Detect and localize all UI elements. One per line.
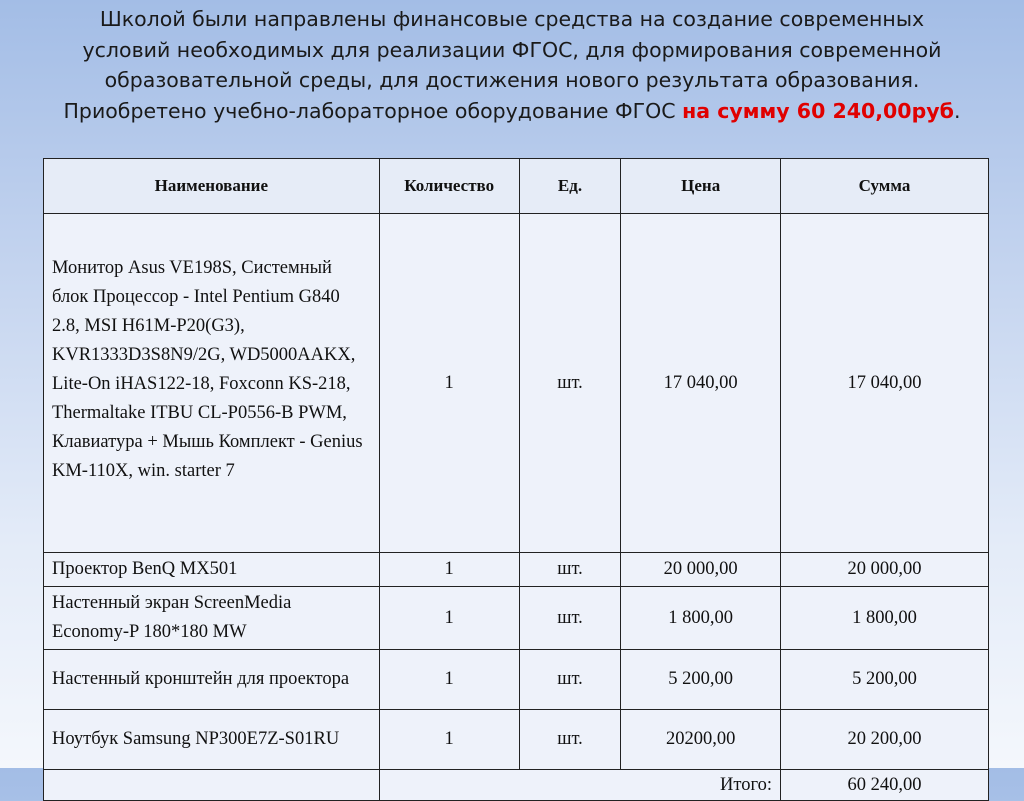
cell-unit: шт.	[519, 553, 621, 587]
intro-line-4	[40, 96, 984, 127]
cell-price: 17 040,00	[621, 214, 781, 553]
cell-quantity: 1	[379, 650, 519, 710]
cell-price: 5 200,00	[621, 650, 781, 710]
cell-sum: 5 200,00	[781, 650, 989, 710]
equipment-table	[43, 158, 989, 801]
cell-unit: шт.	[519, 710, 621, 770]
intro-line-4-lead: Приобретено учебно-лабораторное оборудование ФГОС	[63, 98, 683, 123]
table-body	[44, 214, 989, 801]
table-row	[44, 214, 989, 553]
intro-line-1: Школой были направлены финансовые средства на создание современных	[99, 7, 925, 31]
cell-quantity: 1	[379, 553, 519, 587]
header-row	[44, 159, 989, 214]
cell-name: Настенный экран ScreenMedia Economy-P 180*180 MW	[44, 587, 380, 650]
table-header	[44, 159, 989, 214]
header-unit: Ед.	[519, 159, 621, 214]
cell-sum: 20 000,00	[781, 553, 989, 587]
cell-price: 20 000,00	[621, 553, 781, 587]
cell-sum: 17 040,00	[781, 214, 989, 553]
header-price: Цена	[621, 159, 781, 214]
table-row	[44, 710, 989, 770]
intro-line-4-tail: .	[953, 98, 961, 123]
cell-unit: шт.	[519, 587, 621, 650]
intro-text	[40, 4, 984, 126]
cell-quantity: 1	[379, 214, 519, 553]
cell-price: 1 800,00	[621, 587, 781, 650]
cell-name: Настенный кронштейн для проектора	[44, 650, 380, 710]
cell-price: 20200,00	[621, 710, 781, 770]
intro-line-2: условий необходимых для реализации ФГОС, для формирования современной	[82, 37, 942, 62]
header-quantity: Количество	[379, 159, 519, 214]
cell-name: Проектор BenQ MX501	[44, 553, 380, 587]
cell-quantity: 1	[379, 710, 519, 770]
intro-line-3: образовательной среды, для достижения нового результата образования.	[104, 68, 920, 92]
cell-unit: шт.	[519, 650, 621, 710]
table-row	[44, 553, 989, 587]
cell-sum: 20 200,00	[781, 710, 989, 770]
table-row	[44, 650, 989, 710]
cell-unit: шт.	[519, 214, 621, 553]
total-row	[44, 770, 989, 801]
total-empty-cell	[44, 770, 380, 801]
header-name: Наименование	[44, 159, 380, 214]
total-value: 60 240,00	[781, 770, 989, 801]
table-row	[44, 587, 989, 650]
cell-quantity: 1	[379, 587, 519, 650]
total-label: Итого:	[379, 770, 780, 801]
header-sum: Сумма	[781, 159, 989, 214]
total-amount-highlight: на сумму 60 240,00руб	[682, 98, 954, 123]
cell-name: Ноутбук Samsung NP300E7Z-S01RU	[44, 710, 380, 770]
cell-name: Монитор Asus VE198S, Системный блок Процессор - Intel Pentium G840 2.8, MSI H61M-P20(G3), KVR1333D3S8N9/2G, WD5000AAKX, Lite-On iHAS122-18, Foxconn KS-218, Thermaltake ITBU CL-P0556-B PWM, Клавиатура + Мышь Комплект - Genius KM-110X, win. starter 7	[44, 214, 380, 553]
cell-sum: 1 800,00	[781, 587, 989, 650]
